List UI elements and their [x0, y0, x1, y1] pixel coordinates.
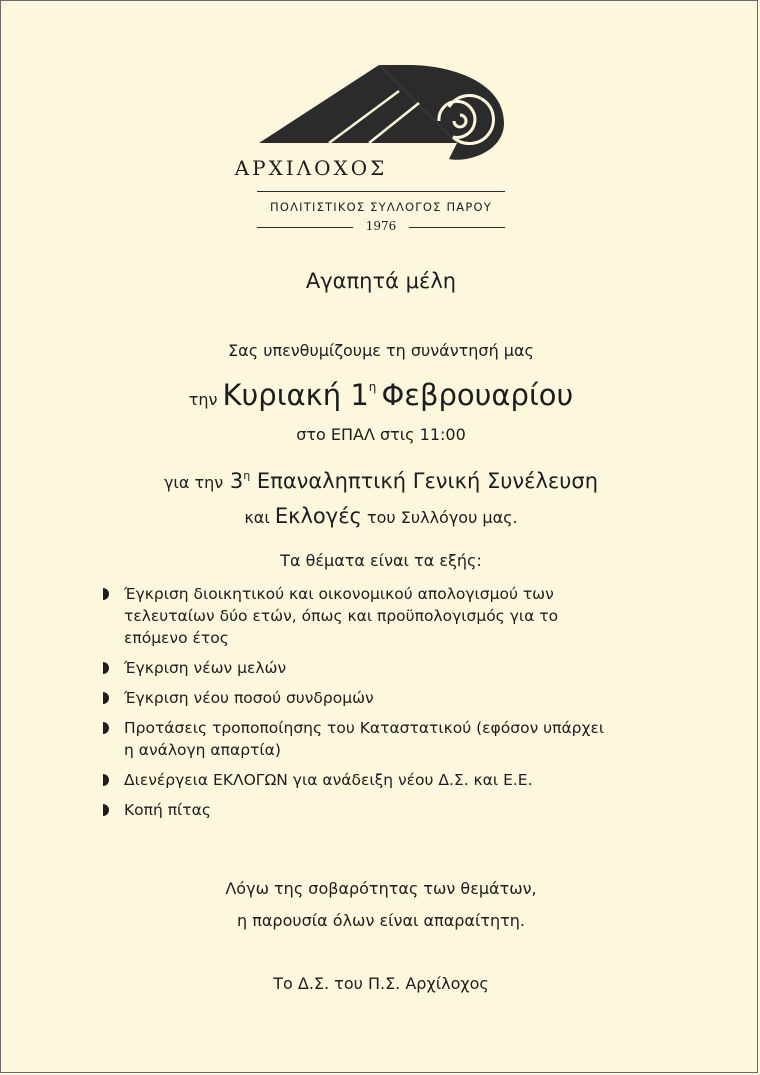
elections-word: Εκλογές — [274, 504, 362, 528]
logo-year: 1976 — [365, 219, 397, 233]
agenda-item: Προτάσεις τροποποίησης του Καταστατικού (εφόσον υπάρχει η ανάλογη απαρτία) — [103, 717, 663, 761]
agenda-item: Έγκριση νέων μελών — [103, 657, 663, 679]
logo-name: ΑΡΧΙΛΟΧΟΣ — [234, 156, 388, 180]
date-prefix: την — [188, 390, 218, 409]
logo — [1, 1, 760, 241]
agenda-item: Έγκριση νέου ποσού συνδρομών — [103, 687, 663, 709]
meeting-place-time: στο ΕΠΑΛ στις 11:00 — [296, 425, 466, 444]
assembly-name: Επαναληπτική Γενική Συνέλευση — [256, 469, 599, 493]
elections-line — [1, 504, 760, 528]
meeting-date — [1, 378, 760, 412]
date-ordinal: η — [368, 380, 377, 394]
logo-divider-top — [257, 191, 505, 192]
logo-divider-left — [257, 227, 353, 228]
greeting: Αγαπητά μέλη — [305, 269, 457, 293]
closing-line-2: η παρουσία όλων είναι απαραίτητη. — [237, 911, 525, 930]
bullet-icon — [103, 722, 109, 734]
date-month: Φεβρουαρίου — [381, 378, 574, 412]
assembly-ordinal: η — [243, 469, 251, 482]
elections-prefix: και — [244, 508, 270, 527]
bullet-icon — [103, 662, 109, 674]
reminder-text: Σας υπενθυμίζουμε τη συνάντησή μας — [228, 341, 534, 360]
agenda-list — [103, 583, 663, 829]
bullet-icon — [103, 804, 109, 816]
agenda-item: Κοπή πίτας — [103, 799, 663, 821]
signature: Το Δ.Σ. του Π.Σ. Αρχίλοχος — [273, 974, 489, 993]
logo-subtitle: ΠΟΛΙΤΙΣΤΙΚΟΣ ΣΥΛΛΟΓΟΣ ΠΑΡΟΥ — [270, 200, 492, 214]
bullet-icon — [103, 774, 109, 786]
assembly-prefix: για την — [163, 473, 224, 492]
ionic-volute-icon — [259, 61, 509, 161]
logo-divider-right — [409, 227, 505, 228]
elections-suffix: του Συλλόγου μας. — [366, 508, 518, 527]
bullet-icon — [103, 692, 109, 704]
topics-heading: Τα θέματα είναι τα εξής: — [280, 551, 482, 570]
closing-line-1: Λόγω της σοβαρότητας των θεμάτων, — [225, 879, 537, 898]
date-day: Κυριακή 1 — [222, 378, 369, 412]
assembly-title — [1, 469, 760, 493]
assembly-number: 3 — [229, 469, 244, 493]
agenda-item: Διενέργεια ΕΚΛΟΓΩΝ για ανάδειξη νέου Δ.Σ. και Ε.Ε. — [103, 769, 663, 791]
bullet-icon — [103, 588, 109, 600]
agenda-item: Έγκριση διοικητικού και οικονομικού απολογισμού των τελευταίων δύο ετών, όπως και προϋπολογισμός για το επόμενο έτος — [103, 583, 663, 649]
